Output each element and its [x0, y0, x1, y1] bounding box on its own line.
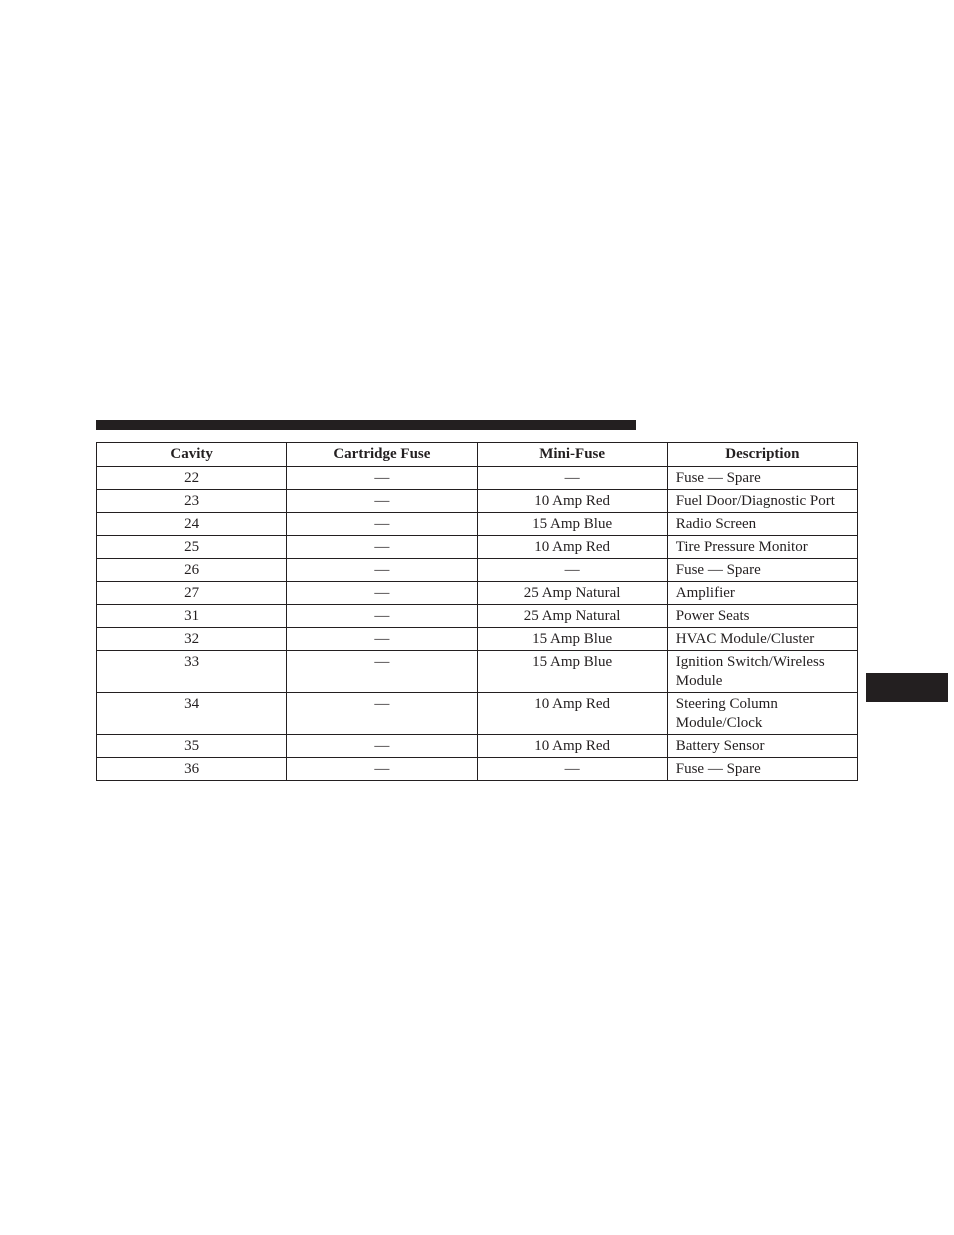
table-row — [97, 513, 858, 536]
cell-cavity: 22 — [97, 467, 287, 490]
cell-cartridge-fuse: — — [287, 693, 477, 735]
chapter-thumb-tab — [866, 673, 948, 702]
cell-cavity: 33 — [97, 651, 287, 693]
header-description: Description — [667, 443, 857, 467]
header-cavity: Cavity — [97, 443, 287, 467]
cell-mini-fuse: 10 Amp Red — [477, 536, 667, 559]
cell-description: Fuse — Spare — [667, 467, 857, 490]
cell-cavity: 35 — [97, 735, 287, 758]
cell-description: Battery Sensor — [667, 735, 857, 758]
cell-cavity: 26 — [97, 559, 287, 582]
cell-cavity: 31 — [97, 605, 287, 628]
cell-cavity: 32 — [97, 628, 287, 651]
cell-mini-fuse: 15 Amp Blue — [477, 513, 667, 536]
table-row — [97, 758, 858, 781]
cell-mini-fuse: 15 Amp Blue — [477, 651, 667, 693]
cell-description: Amplifier — [667, 582, 857, 605]
header-cartridge-fuse: Cartridge Fuse — [287, 443, 477, 467]
cell-cartridge-fuse: — — [287, 559, 477, 582]
cell-mini-fuse: — — [477, 559, 667, 582]
table-row — [97, 651, 858, 693]
table-row — [97, 628, 858, 651]
cell-description: Steering Column Module/Clock — [667, 693, 857, 735]
cell-cartridge-fuse: — — [287, 651, 477, 693]
cell-description: Power Seats — [667, 605, 857, 628]
cell-cavity: 25 — [97, 536, 287, 559]
cell-cartridge-fuse: — — [287, 582, 477, 605]
cell-mini-fuse: 15 Amp Blue — [477, 628, 667, 651]
cell-cartridge-fuse: — — [287, 467, 477, 490]
cell-description: Fuse — Spare — [667, 559, 857, 582]
cell-cavity: 27 — [97, 582, 287, 605]
cell-cavity: 36 — [97, 758, 287, 781]
table-row — [97, 490, 858, 513]
cell-description: Tire Pressure Monitor — [667, 536, 857, 559]
cell-description: Fuse — Spare — [667, 758, 857, 781]
cell-cartridge-fuse: — — [287, 605, 477, 628]
cell-cavity: 23 — [97, 490, 287, 513]
cell-mini-fuse: — — [477, 467, 667, 490]
cell-mini-fuse: 10 Amp Red — [477, 693, 667, 735]
table-row — [97, 735, 858, 758]
cell-cartridge-fuse: — — [287, 735, 477, 758]
table-body — [97, 467, 858, 781]
cell-cartridge-fuse: — — [287, 758, 477, 781]
table-row — [97, 536, 858, 559]
table-row — [97, 467, 858, 490]
fuse-table — [96, 442, 858, 781]
cell-mini-fuse: 10 Amp Red — [477, 735, 667, 758]
cell-mini-fuse: 10 Amp Red — [477, 490, 667, 513]
cell-cartridge-fuse: — — [287, 536, 477, 559]
table-row — [97, 582, 858, 605]
cell-cartridge-fuse: — — [287, 628, 477, 651]
table-header-row — [97, 443, 858, 467]
cell-description: Radio Screen — [667, 513, 857, 536]
cell-cartridge-fuse: — — [287, 490, 477, 513]
cell-mini-fuse: — — [477, 758, 667, 781]
section-rule — [96, 420, 636, 430]
cell-mini-fuse: 25 Amp Natural — [477, 582, 667, 605]
cell-cartridge-fuse: — — [287, 513, 477, 536]
header-mini-fuse: Mini-Fuse — [477, 443, 667, 467]
cell-description: HVAC Module/Cluster — [667, 628, 857, 651]
table-row — [97, 693, 858, 735]
cell-cavity: 34 — [97, 693, 287, 735]
table-row — [97, 559, 858, 582]
table-row — [97, 605, 858, 628]
cell-description: Ignition Switch/Wireless Module — [667, 651, 857, 693]
cell-mini-fuse: 25 Amp Natural — [477, 605, 667, 628]
cell-cavity: 24 — [97, 513, 287, 536]
cell-description: Fuel Door/Diagnostic Port — [667, 490, 857, 513]
